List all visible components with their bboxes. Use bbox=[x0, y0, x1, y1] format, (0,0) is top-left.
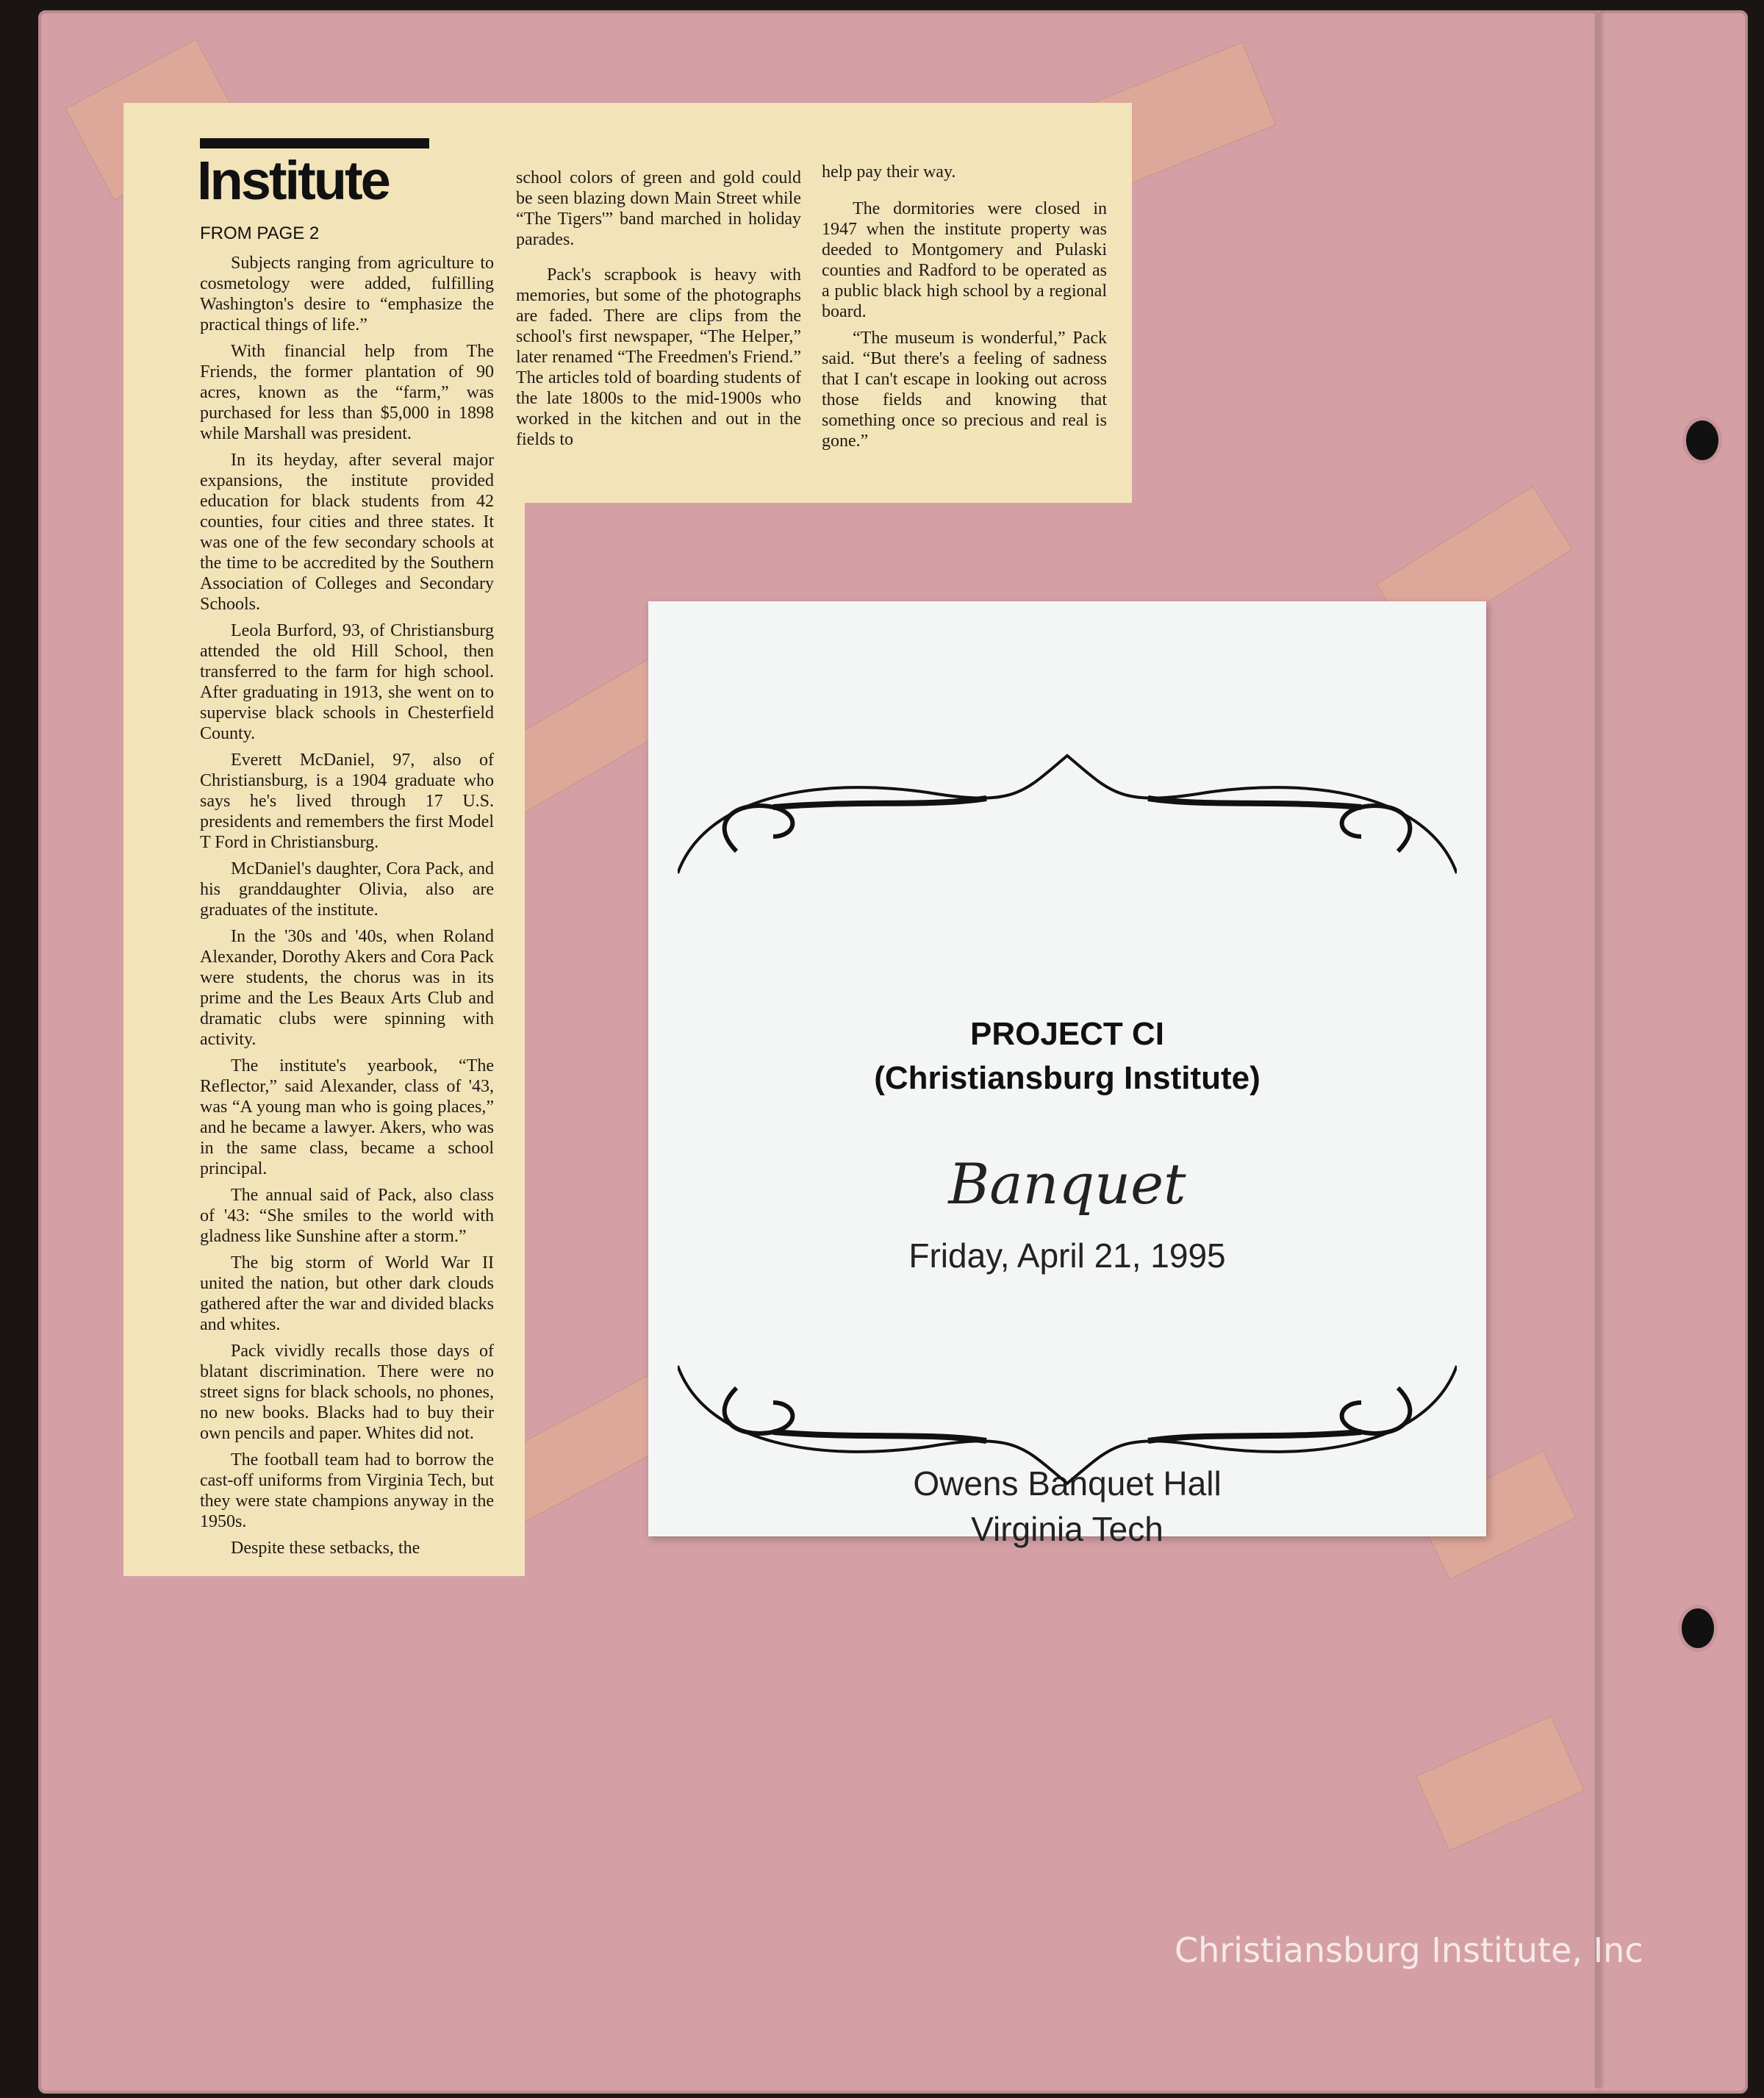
flourish-ornament-top bbox=[678, 748, 1457, 895]
program-venue-line-2: Virginia Tech bbox=[971, 1510, 1164, 1548]
article-paragraph: Everett McDaniel, 97, also of Christiansburg, is a 1904 graduate who says he's lived through 17 U.S. presidents and remembers the first Model T Ford in Christiansburg. bbox=[200, 751, 494, 852]
program-event-name: Banquet bbox=[948, 1151, 1186, 1217]
article-paragraph: Pack's scrapbook is heavy with memories, but some of the photographs are faded. There are clips from the school's first newspaper, “The Helper,” later renamed “The Freedmen's Friend.” The articles told of boarding students of the late 1800s to the mid-1900s who worked in the kitchen and out in the fields to bbox=[516, 265, 801, 449]
article-column-1 bbox=[200, 253, 494, 1564]
binder-hole-bottom bbox=[1682, 1608, 1714, 1648]
article-column-2 bbox=[516, 168, 801, 456]
program-venue-line-1: Owens Banquet Hall bbox=[913, 1464, 1222, 1503]
article-paragraph: Pack vividly recalls those days of blatant discrimination. There were no street signs for black schools, no phones, no new books. Blacks had to buy their own pencils and paper. Whites did not. bbox=[200, 1342, 494, 1443]
flourish-ornament-bottom bbox=[678, 1344, 1457, 1491]
article-column-3 bbox=[822, 162, 1107, 457]
article-paragraph: Subjects ranging from agriculture to cosmetology were added, fulfilling Washington's desire to “emphasize the practical things of life.” bbox=[200, 254, 494, 334]
article-paragraph: In its heyday, after several major expansions, the institute provided education for black students from 42 counties, four cities and three states. It was one of the few secondary schools at the time to be accredited by the Southern Association of Colleges and Secondary Schools. bbox=[200, 451, 494, 614]
article-paragraph: With financial help from The Friends, the former plantation of 90 acres, known as the “farm,” was purchased for less than $5,000 in 1898 while Marshall was president. bbox=[200, 342, 494, 443]
program-title-line-1: PROJECT CI bbox=[969, 1016, 1165, 1052]
binder-hole-top bbox=[1686, 420, 1718, 460]
page-binding-fold bbox=[1595, 10, 1601, 2088]
article-paragraph: “The museum is wonderful,” Pack said. “But there's a feeling of sadness that I can't escape in looking out across those fields and knowing that something once so precious and real is gone.” bbox=[822, 329, 1107, 451]
article-paragraph: Leola Burford, 93, of Christiansburg attended the old Hill School, then transferred to the farm for high school. After graduating in 1913, she went on to supervise black schools in Chesterfield County. bbox=[200, 621, 494, 743]
article-paragraph: In the '30s and '40s, when Roland Alexander, Dorothy Akers and Cora Pack were students, the chorus was in its prime and the Les Beaux Arts Club and dramatic clubs were spinning with activity. bbox=[200, 927, 494, 1049]
article-paragraph: The annual said of Pack, also class of '43: “She smiles to the world with gladness like Sunshine after a storm.” bbox=[200, 1186, 494, 1246]
article-paragraph: The football team had to borrow the cast-off uniforms from Virginia Tech, but they were state champions anyway in the 1950s. bbox=[200, 1450, 494, 1531]
article-paragraph: school colors of green and gold could be seen blazing down Main Street while “The Tigers'” band marched in holiday parades. bbox=[516, 168, 801, 249]
article-paragraph: Despite these setbacks, the bbox=[231, 1539, 420, 1558]
article-paragraph: McDaniel's daughter, Cora Pack, and his granddaughter Olivia, also are graduates of the institute. bbox=[200, 859, 494, 920]
program-date: Friday, April 21, 1995 bbox=[908, 1236, 1226, 1275]
article-paragraph: The institute's yearbook, “The Reflector,” said Alexander, class of '43, was “A young man who is going places,” and he became a lawyer. Akers, who was in the same class, became a school principal. bbox=[200, 1056, 494, 1178]
article-headline: Institute bbox=[197, 150, 389, 211]
article-paragraph: The big storm of World War II united the nation, but other dark clouds gathered after the war and divided blacks and whites. bbox=[200, 1253, 494, 1334]
headline-rule bbox=[200, 138, 429, 148]
watermark-text: Christiansburg Institute, Inc bbox=[1175, 1930, 1643, 1970]
program-title-line-2: (Christiansburg Institute) bbox=[874, 1060, 1261, 1096]
article-paragraph: help pay their way. bbox=[822, 162, 956, 182]
article-paragraph: The dormitories were closed in 1947 when the institute property was deeded to Montgomery and Pulaski counties and Radford to be operated as a public black high school by a regional board. bbox=[822, 199, 1107, 321]
from-page-label: FROM PAGE 2 bbox=[200, 223, 320, 243]
banquet-program bbox=[648, 601, 1486, 1548]
